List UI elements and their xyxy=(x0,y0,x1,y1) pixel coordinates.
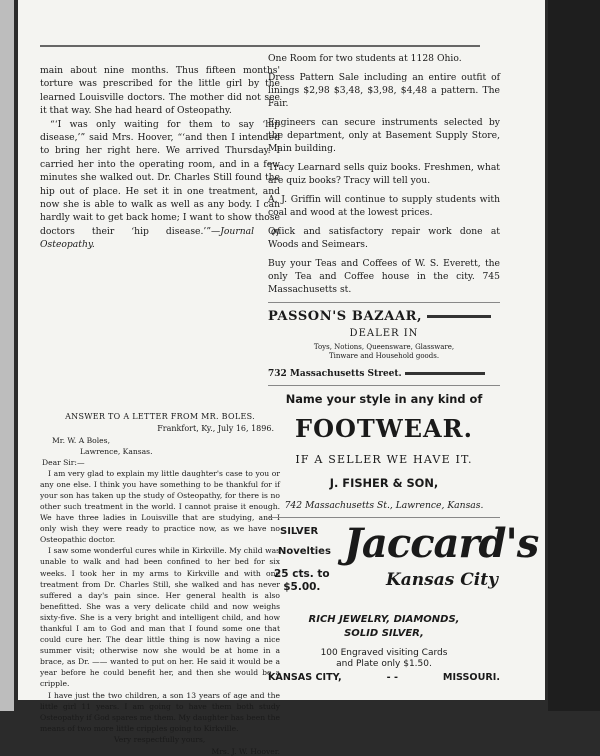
notice-item: Engineers can secure instruments selected by the department, only at Basement Supply Store, Main building. xyxy=(268,117,500,154)
fisher-name: J. FISHER & SON, xyxy=(329,476,439,490)
jaccard-city: KANSAS CITY, xyxy=(268,672,342,683)
jaccard-price-line: $5.00. xyxy=(283,581,321,593)
right-column xyxy=(268,52,539,683)
letter-paragraph: I saw some wonderful cures while in Kirkville. My child was unable to walk and had been confined to her bed for six weeks. I took her in my arms to Kirkville and with one treatment from Dr. Charles Still, she walked and has never suffered a day's pain since. Her general health is also benefitted. She was a very delicate child and now weighs sixty-five. She is a very bright and intelligent child, and how thankful I am to God and man that I found some one that could cure her. The dear little thing is now having a nice summer visit; otherwise now she would be at home in a brace, as Dr. —— wanted to put on her. He said it would be a year before he could benefit her, and then she would be a cripple. xyxy=(40,546,280,689)
letter-salutation: Dear Sir:— xyxy=(42,457,85,467)
jaccard-separator: - - xyxy=(386,672,398,683)
adjacent-page-edge xyxy=(0,0,14,711)
letter-address-place: Lawrence, Kansas. xyxy=(80,446,153,456)
letter-closing: Very respectfully yours, xyxy=(114,734,206,744)
jaccard-silver: SILVER xyxy=(280,526,319,537)
header-rule xyxy=(40,45,480,47)
ad-divider xyxy=(268,517,500,518)
left-column xyxy=(40,64,280,756)
book-binding-edge xyxy=(548,0,600,711)
jaccard-state: MISSOURI. xyxy=(442,672,500,683)
jaccard-novelties: Novelties xyxy=(278,546,331,557)
scanned-page xyxy=(18,0,545,756)
notice-item: One Room for two students at 1128 Ohio. xyxy=(268,53,462,64)
notice-item: Dress Pattern Sale including an entire outfit of linings $2,98 $3,48, $3,98, $4,48 a pattern. The Fair. xyxy=(268,72,500,109)
passons-dealer: DEALER IN xyxy=(349,328,419,339)
decorative-dash xyxy=(405,372,485,375)
jaccard-engraved-line: and Plate only $1.50. xyxy=(336,659,432,669)
letter-dateline: Frankfort, Ky., July 16, 1896. xyxy=(157,423,274,433)
passons-bazaar-ad xyxy=(268,309,500,379)
article-paragraph xyxy=(40,118,280,252)
passons-goods-line: Tinware and Household goods. xyxy=(328,352,440,360)
ad-divider xyxy=(268,302,500,303)
article-text xyxy=(40,64,280,252)
passons-title: PASSON'S BAZAAR, xyxy=(268,309,423,324)
jaccard-engraved-line: 100 Engraved visiting Cards xyxy=(320,648,448,658)
jaccards-ad xyxy=(268,520,539,683)
letter-signature: Mrs. J. W. Hoover. xyxy=(211,746,280,756)
jaccard-price-line: 25 cts. to xyxy=(274,568,330,580)
jaccard-brand: Jaccard's xyxy=(344,520,539,567)
passons-goods-line: Toys, Notions, Queensware, Glassware, xyxy=(313,343,455,351)
notice-item: Quick and satisfactory repair work done at Woods and Seimears. xyxy=(268,226,500,250)
decorative-dash xyxy=(427,315,491,318)
letter-heading: ANSWER TO A LETTER FROM MR. BOLES. xyxy=(65,411,255,421)
notice-item: Buy your Teas and Coffees of W. S. Everett, the only Tea and Coffee house in the city. 745 Massachusetts st. xyxy=(268,258,500,295)
jaccard-rich-line: RICH JEWELRY, DIAMONDS, xyxy=(308,614,460,625)
letter-paragraph: I have just the two children, a son 13 years of age and the little girl 11 years. I am going to have them both study Osteopathy if God spares me them. My daughter has been the means of two more little cripples going to Kirkville. xyxy=(40,690,280,733)
letter-body xyxy=(40,468,280,734)
letter-addressee: Mr. W. A Boles, xyxy=(52,435,110,445)
passons-address: 732 Massachusetts Street. xyxy=(268,369,402,379)
fisher-headline: Name your style in any kind of xyxy=(285,392,483,406)
letter-paragraph: I am very glad to explain my little daughter's case to you or any one else. I think you have something to be thankful for if your son has taken up the study of Osteopathy, for there is no other such treatment in the world. I cannot praise it enough. We have three ladies in Louisville that are studying, and I only wish they were ready to practice now, as we have no Osteopathic doctor. xyxy=(40,468,280,545)
article-source: Journal of Osteopathy. xyxy=(40,225,280,251)
article-paragraph: main about nine months. Thus fifteen months' torture was prescribed for the little girl by the learned Louisville doctors. The mother did not see it that way. She had heard of Osteopathy. xyxy=(40,65,280,117)
fisher-product: FOOTWEAR. xyxy=(295,414,473,443)
fisher-tagline: IF A SELLER WE HAVE IT. xyxy=(295,453,473,466)
jaccard-rich-line: SOLID SILVER, xyxy=(344,628,424,639)
jaccard-brand-city: Kansas City xyxy=(386,570,498,590)
notice-item: Tracy Learnard sells quiz books. Freshmen, what are quiz books? Tracy will tell you. xyxy=(268,162,500,186)
fisher-footwear-ad xyxy=(268,392,500,511)
ad-divider xyxy=(268,385,500,386)
fisher-address: 742 Massachusetts St., Lawrence, Kansas. xyxy=(284,500,484,511)
article-quote: “‘I was only waiting for them to say ‘hip disease,’” said Mrs. Hoover, “‘and then I intended to bring her right here. We arrived Thursday. I carried her into the operating room, and in a few minutes she walked out. Dr. Charles Still found the hip out of place. He set it in one treatment, and now she is able to walk as well as any body. I can hardly wait to get back home; I want to show those doctors their ‘hip disease.’”— xyxy=(40,118,280,237)
notice-item: A. J. Griffin will continue to supply students with coal and wood at the lowest prices. xyxy=(268,194,500,218)
